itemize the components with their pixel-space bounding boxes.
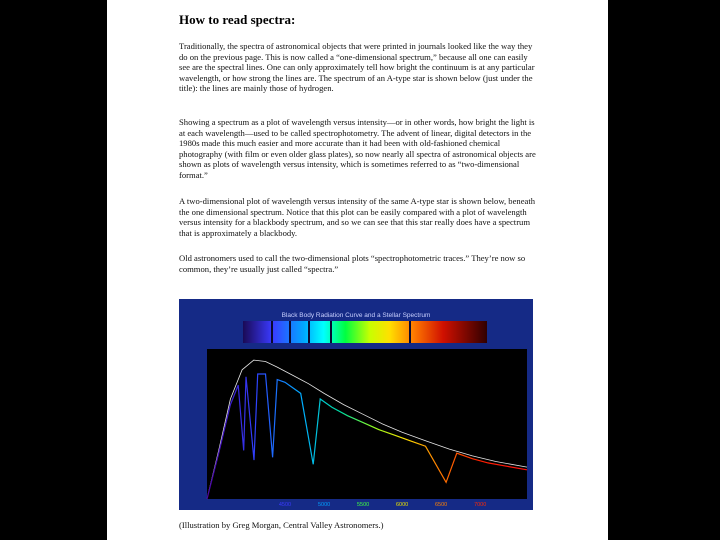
x-axis-ticks bbox=[279, 502, 486, 508]
x-tick-label: 4500 bbox=[278, 502, 292, 508]
absorption-line bbox=[308, 321, 310, 343]
x-tick-label: 5000 bbox=[317, 502, 331, 508]
absorption-line bbox=[289, 321, 291, 343]
spectrum-chart bbox=[179, 299, 533, 510]
x-tick-label: 7000 bbox=[474, 502, 487, 508]
x-tick-label: 6500 bbox=[434, 502, 448, 508]
chart-title: Black Body Radiation Curve and a Stellar Spectrum bbox=[281, 312, 431, 319]
document-page bbox=[107, 0, 608, 540]
paragraph-two-dimensional: A two-dimensional plot of wavelength versus intensity of the same A-type star is shown below, beneath the one dimensional spectrum. Notice that this plot can be easily compared with a plot of wavelength versus intensity for a blackbody spectrum, and so we can see that this star really does have a spectrum that is approximately a blackbody. bbox=[179, 196, 536, 238]
paragraph-one-dimensional: Traditionally, the spectra of astronomical objects that were printed in journals looked like the way they do on the previous page. This is now called a “one-dimensional spectrum,” because all one can easily see are the spectral lines. One can only approximately tell how bright the continuum is at any particular wavelength, or how strong the lines are. The spectrum of an A-type star is shown below (just under the title): the lines are mainly those of hydrogen. bbox=[179, 41, 535, 94]
page-title: How to read spectra: bbox=[179, 12, 296, 27]
x-tick-label: 5500 bbox=[356, 502, 370, 508]
paragraph-spectrophotometry: Showing a spectrum as a plot of wavelength versus intensity—or in other words, how bright the light is at each wavelength—used to be called spectrophotometry. The advent of linear, digital detectors in the 1980s made this much easier and more accurate than it had been with old-fashioned chemical photography (with film or even older glass plates), so now nearly all spectra of astronomical objects are shown as plots of wavelength versus intensity, which is sometimes referred to as “two-dimensional format.” bbox=[179, 117, 536, 180]
absorption-line bbox=[271, 321, 273, 343]
absorption-line bbox=[409, 321, 411, 343]
paragraph-traces: Old astronomers used to call the two-dimensional plots “spectrophotometric traces.” They’re now so common, they’re usually just called “spectra.” bbox=[179, 253, 526, 274]
figure-caption: (Illustration by Greg Morgan, Central Valley Astronomers.) bbox=[179, 520, 384, 530]
absorption-line bbox=[330, 321, 332, 343]
spectrum-figure bbox=[179, 299, 533, 510]
one-dimensional-spectrum-strip bbox=[243, 321, 487, 343]
x-tick-label: 6000 bbox=[395, 502, 409, 508]
